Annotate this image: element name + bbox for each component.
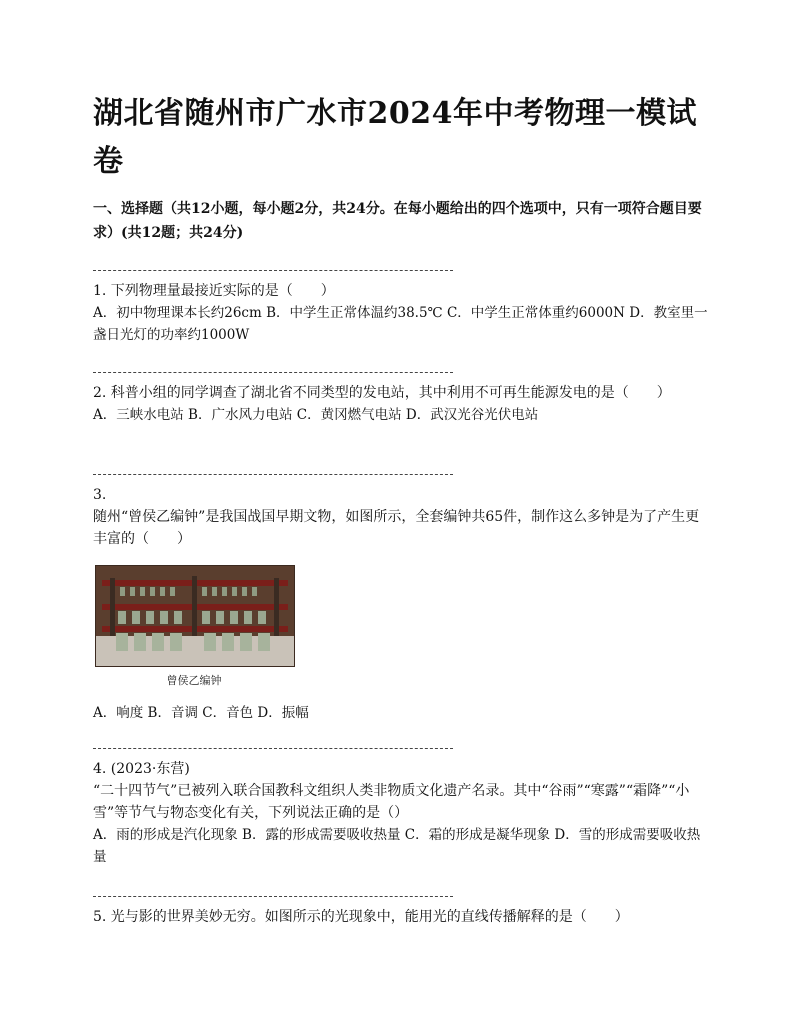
question-stem: 随州“曾侯乙编钟”是我国战国早期文物，如图所示，全套编钟共65件，制作这么多钟是为了产生更丰富的（ ）	[93, 509, 700, 547]
divider	[93, 270, 453, 271]
question-options: A．雨的形成是汽化现象 B．露的形成需要吸收热量 C．霜的形成是凝华现象 D．雪的形成需要吸收热量	[93, 827, 701, 865]
question-4	[93, 758, 713, 868]
question-stem: 1. 下列物理量最接近实际的是（ ）	[93, 283, 335, 299]
divider	[93, 372, 453, 373]
question-1	[93, 280, 713, 346]
question-options: A．初中物理课本长约26cm B．中学生正常体温约38.5℃ C．中学生正常体重约6000N D．教室里一盏日光灯的功率约1000W	[93, 305, 708, 343]
divider	[93, 896, 453, 897]
question-source: 4. (2023·东营)	[93, 761, 190, 777]
question-options: A．响度 B．音调 C．音色 D．振幅	[93, 705, 309, 721]
figure-caption: 曾侯乙编钟	[166, 674, 222, 687]
question-2	[93, 382, 713, 426]
question-stem: 2. 科普小组的同学调查了湖北省不同类型的发电站，其中利用不可再生能源发电的是（ ）	[93, 385, 671, 401]
question-stem: “二十四节气”已被列入联合国教科文组织人类非物质文化遗产名录。其中“谷雨”“寒露”“霜降”“小雪”等节气与物态变化有关，下列说法正确的是（）	[93, 783, 690, 821]
divider	[93, 474, 453, 475]
question-5	[93, 906, 713, 928]
question-number: 3.	[93, 487, 107, 503]
question-options: A．三峡水电站 B．广水风力电站 C．黄冈燃气电站 D．武汉光谷光伏电站	[93, 407, 539, 423]
question-3	[93, 484, 713, 550]
divider	[93, 748, 453, 749]
page-title: 湖北省随州市广水市2024年中考物理一模试卷	[93, 96, 697, 179]
bianzhong-image	[95, 565, 295, 667]
question-stem: 5. 光与影的世界美妙无穷。如图所示的光现象中，能用光的直线传播解释的是（ ）	[93, 909, 629, 925]
question-3-options	[93, 702, 713, 724]
section-header: 一、选择题（共12小题，每小题2分，共24分。在每小题给出的四个选项中，只有一项符合题目要求）(共12题；共24分)	[93, 201, 702, 241]
bianzhong-illustration	[96, 566, 294, 666]
